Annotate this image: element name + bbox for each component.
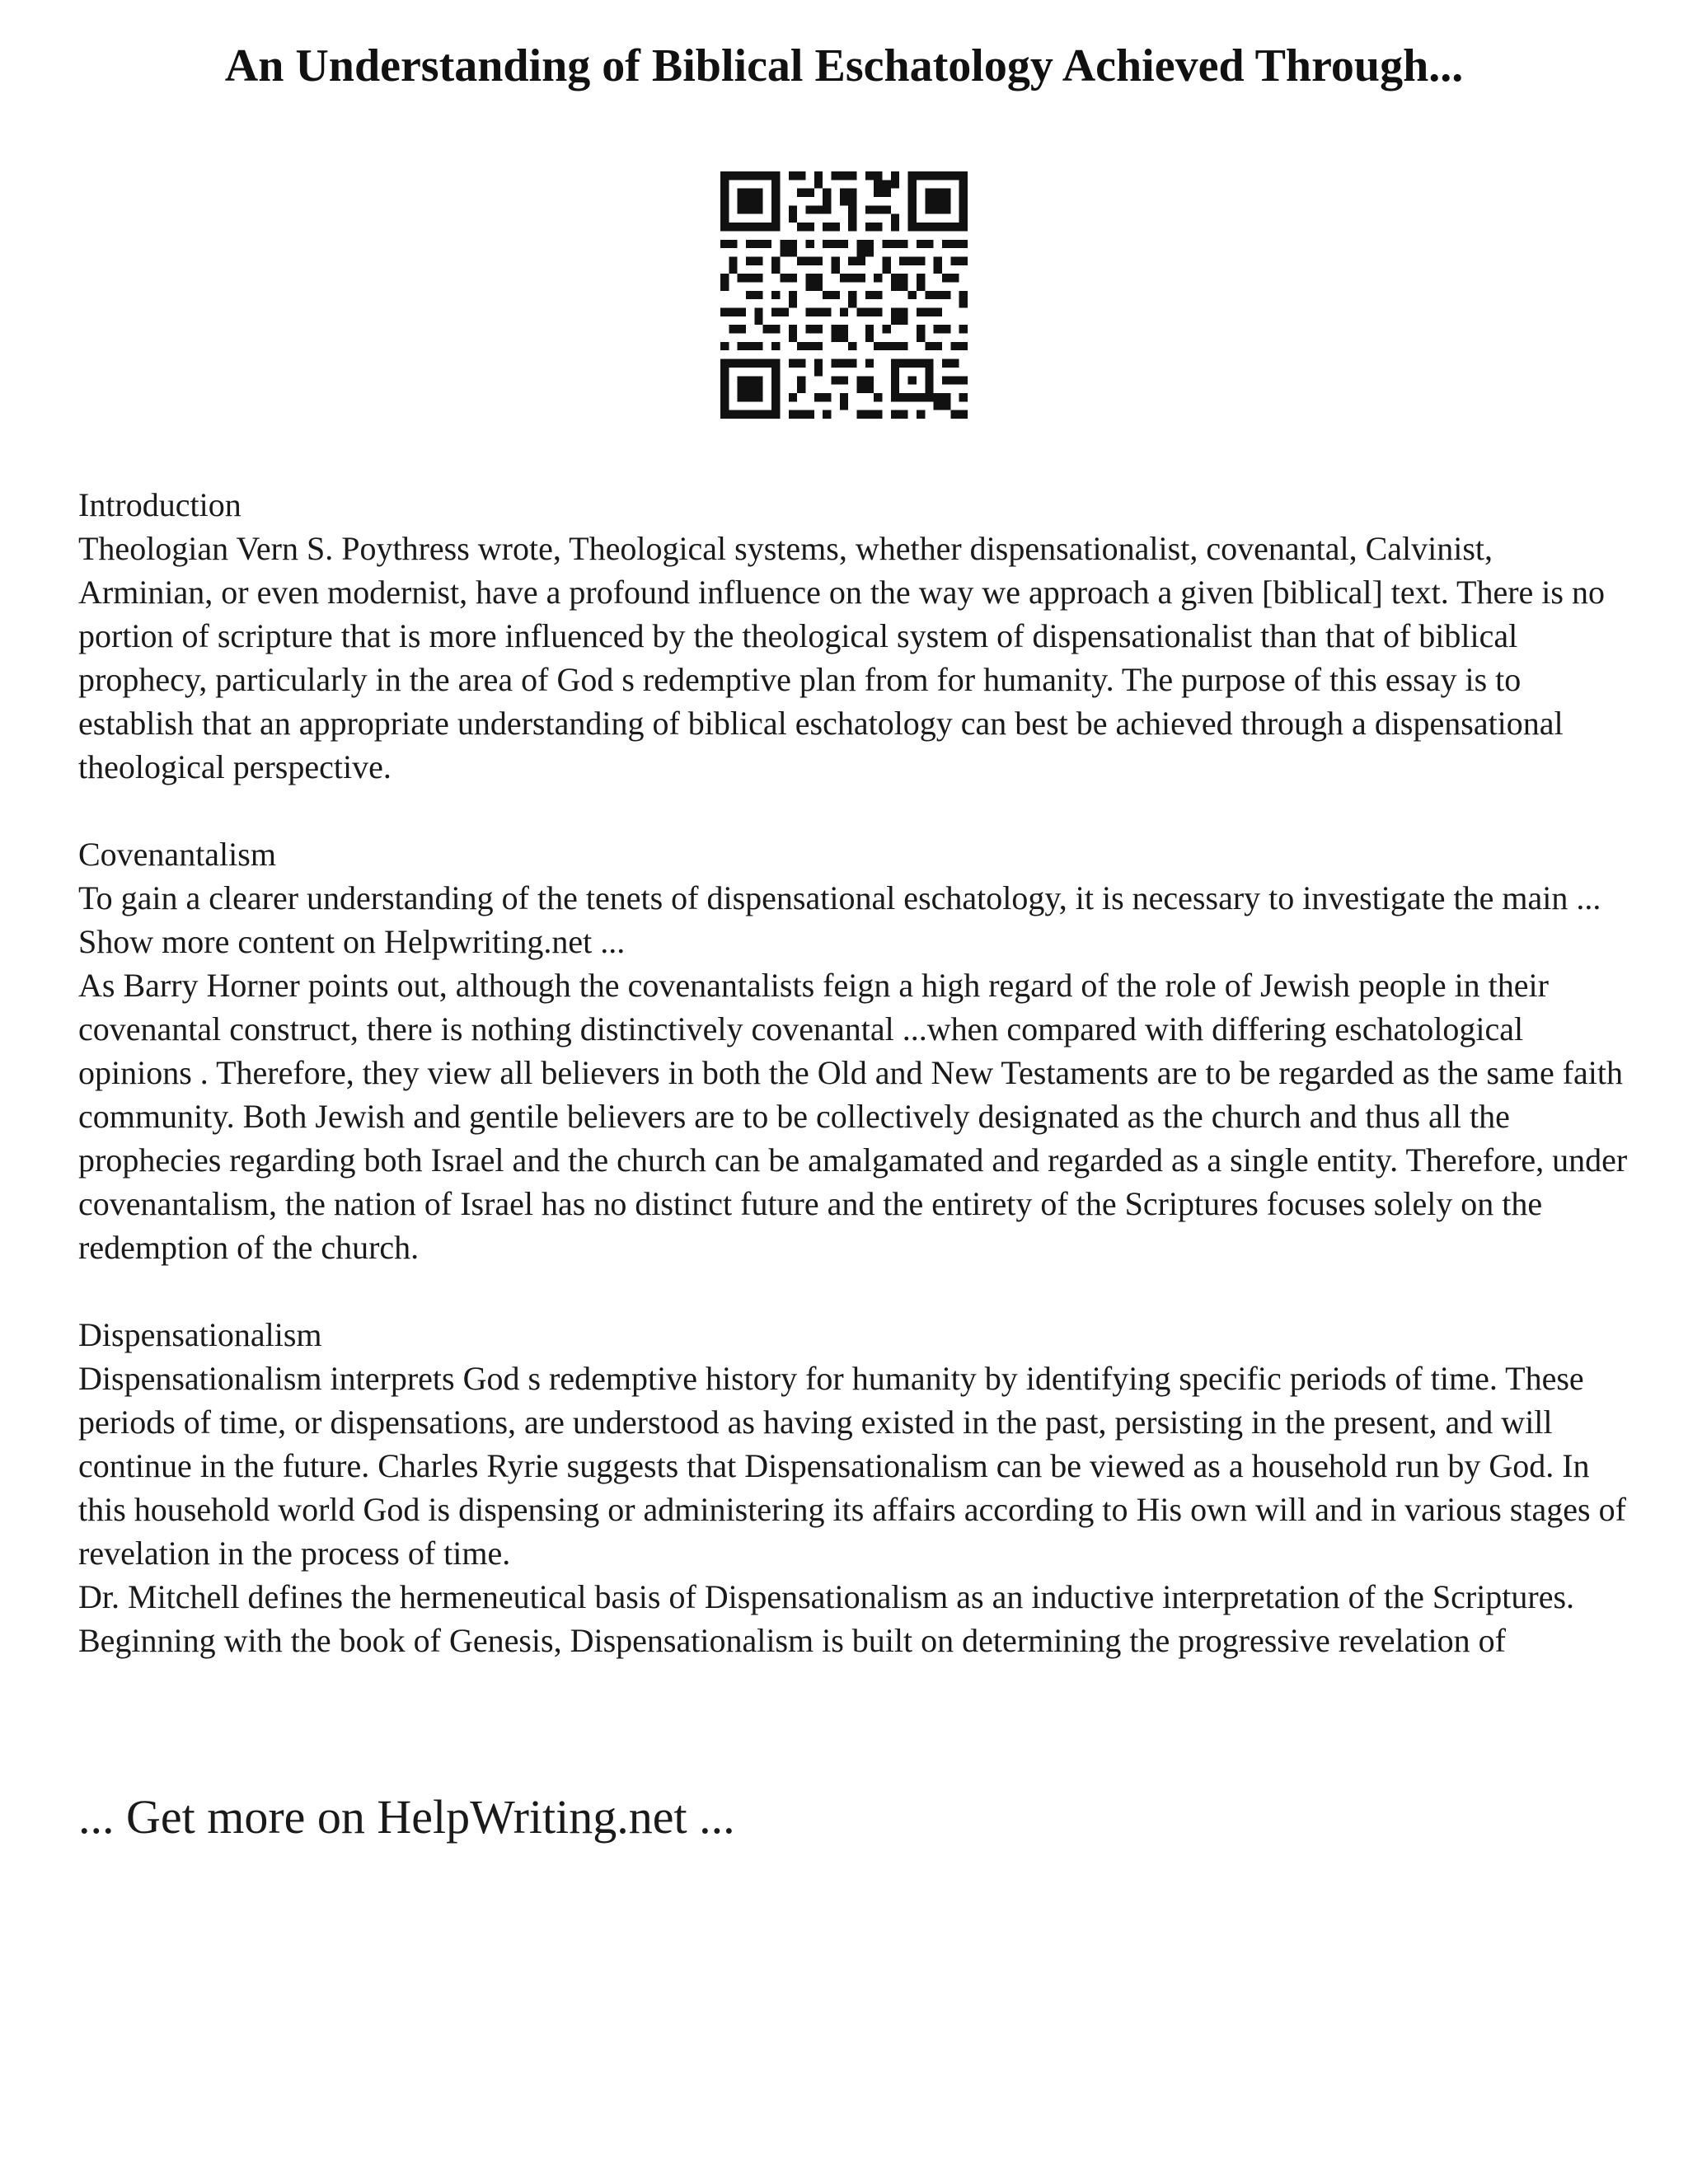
paragraph: As Barry Horner points out, although the covenantalists feign a high regard of the role of Jewish people in their covenantal construct, there is nothing distinctively covenantal ...when compared with differing eschatological opinions . Therefore, they view all believers in both the Old and New Testaments are to be regarded as the same faith community. Both Jewish and gentile believers are to be collectively designated as the church and thus all the prophecies regarding both Israel and the church can be amalgamated and regarded as a single entity. Therefore, under covenantalism, the nation of Israel has no distinct future and the entirety of the Scriptures focuses solely on the redemption of the church. [78, 967, 1628, 1266]
section-introduction [78, 483, 1628, 789]
qr-code-icon[interactable] [720, 171, 968, 419]
section-heading: Covenantalism [78, 836, 276, 873]
paragraph: Theologian Vern S. Poythress wrote, Theological systems, whether dispensationalist, covenantal, Calvinist, Arminian, or even modernist, have a profound influence on the way we approach a given [biblical] text. There is no portion of scripture that is more influenced by the theological system of dispensationalist than that of biblical prophecy, particularly in the area of God s redemptive plan from for humanity. The purpose of this essay is to establish that an appropriate understanding of biblical eschatology can best be achieved through a dispensational theological perspective. [78, 530, 1605, 785]
paragraph: Dr. Mitchell defines the hermeneutical basis of Dispensationalism as an inductive interpretation of the Scriptures. Beginning with the book of Genesis, Dispensationalism is built on determining the progressive revelation of [78, 1578, 1575, 1659]
section-heading: Dispensationalism [78, 1316, 322, 1353]
section-dispensationalism [78, 1313, 1628, 1662]
page-title: An Understanding of Biblical Eschatology Achieved Through... [224, 40, 1464, 91]
paragraph: Dispensationalism interprets God s redemptive history for humanity by identifying specific periods of time. These periods of time, or dispensations, are understood as having existed in the past, persisting in the present, and will continue in the future. Charles Ryrie suggests that Dispensationalism can be viewed as a household run by God. In this household world God is dispensing or administering its affairs according to His own will and in various stages of revelation in the process of time. [78, 1360, 1626, 1572]
get-more-link[interactable]: ... Get more on HelpWriting.net ... [78, 1790, 735, 1844]
paragraph: To gain a clearer understanding of the tenets of dispensational eschatology, it is necessary to investigate the main ... Show more content on Helpwriting.net ... [78, 879, 1601, 960]
section-heading: Introduction [78, 486, 241, 523]
document-body [78, 483, 1628, 1706]
section-covenantalism [78, 832, 1628, 1269]
